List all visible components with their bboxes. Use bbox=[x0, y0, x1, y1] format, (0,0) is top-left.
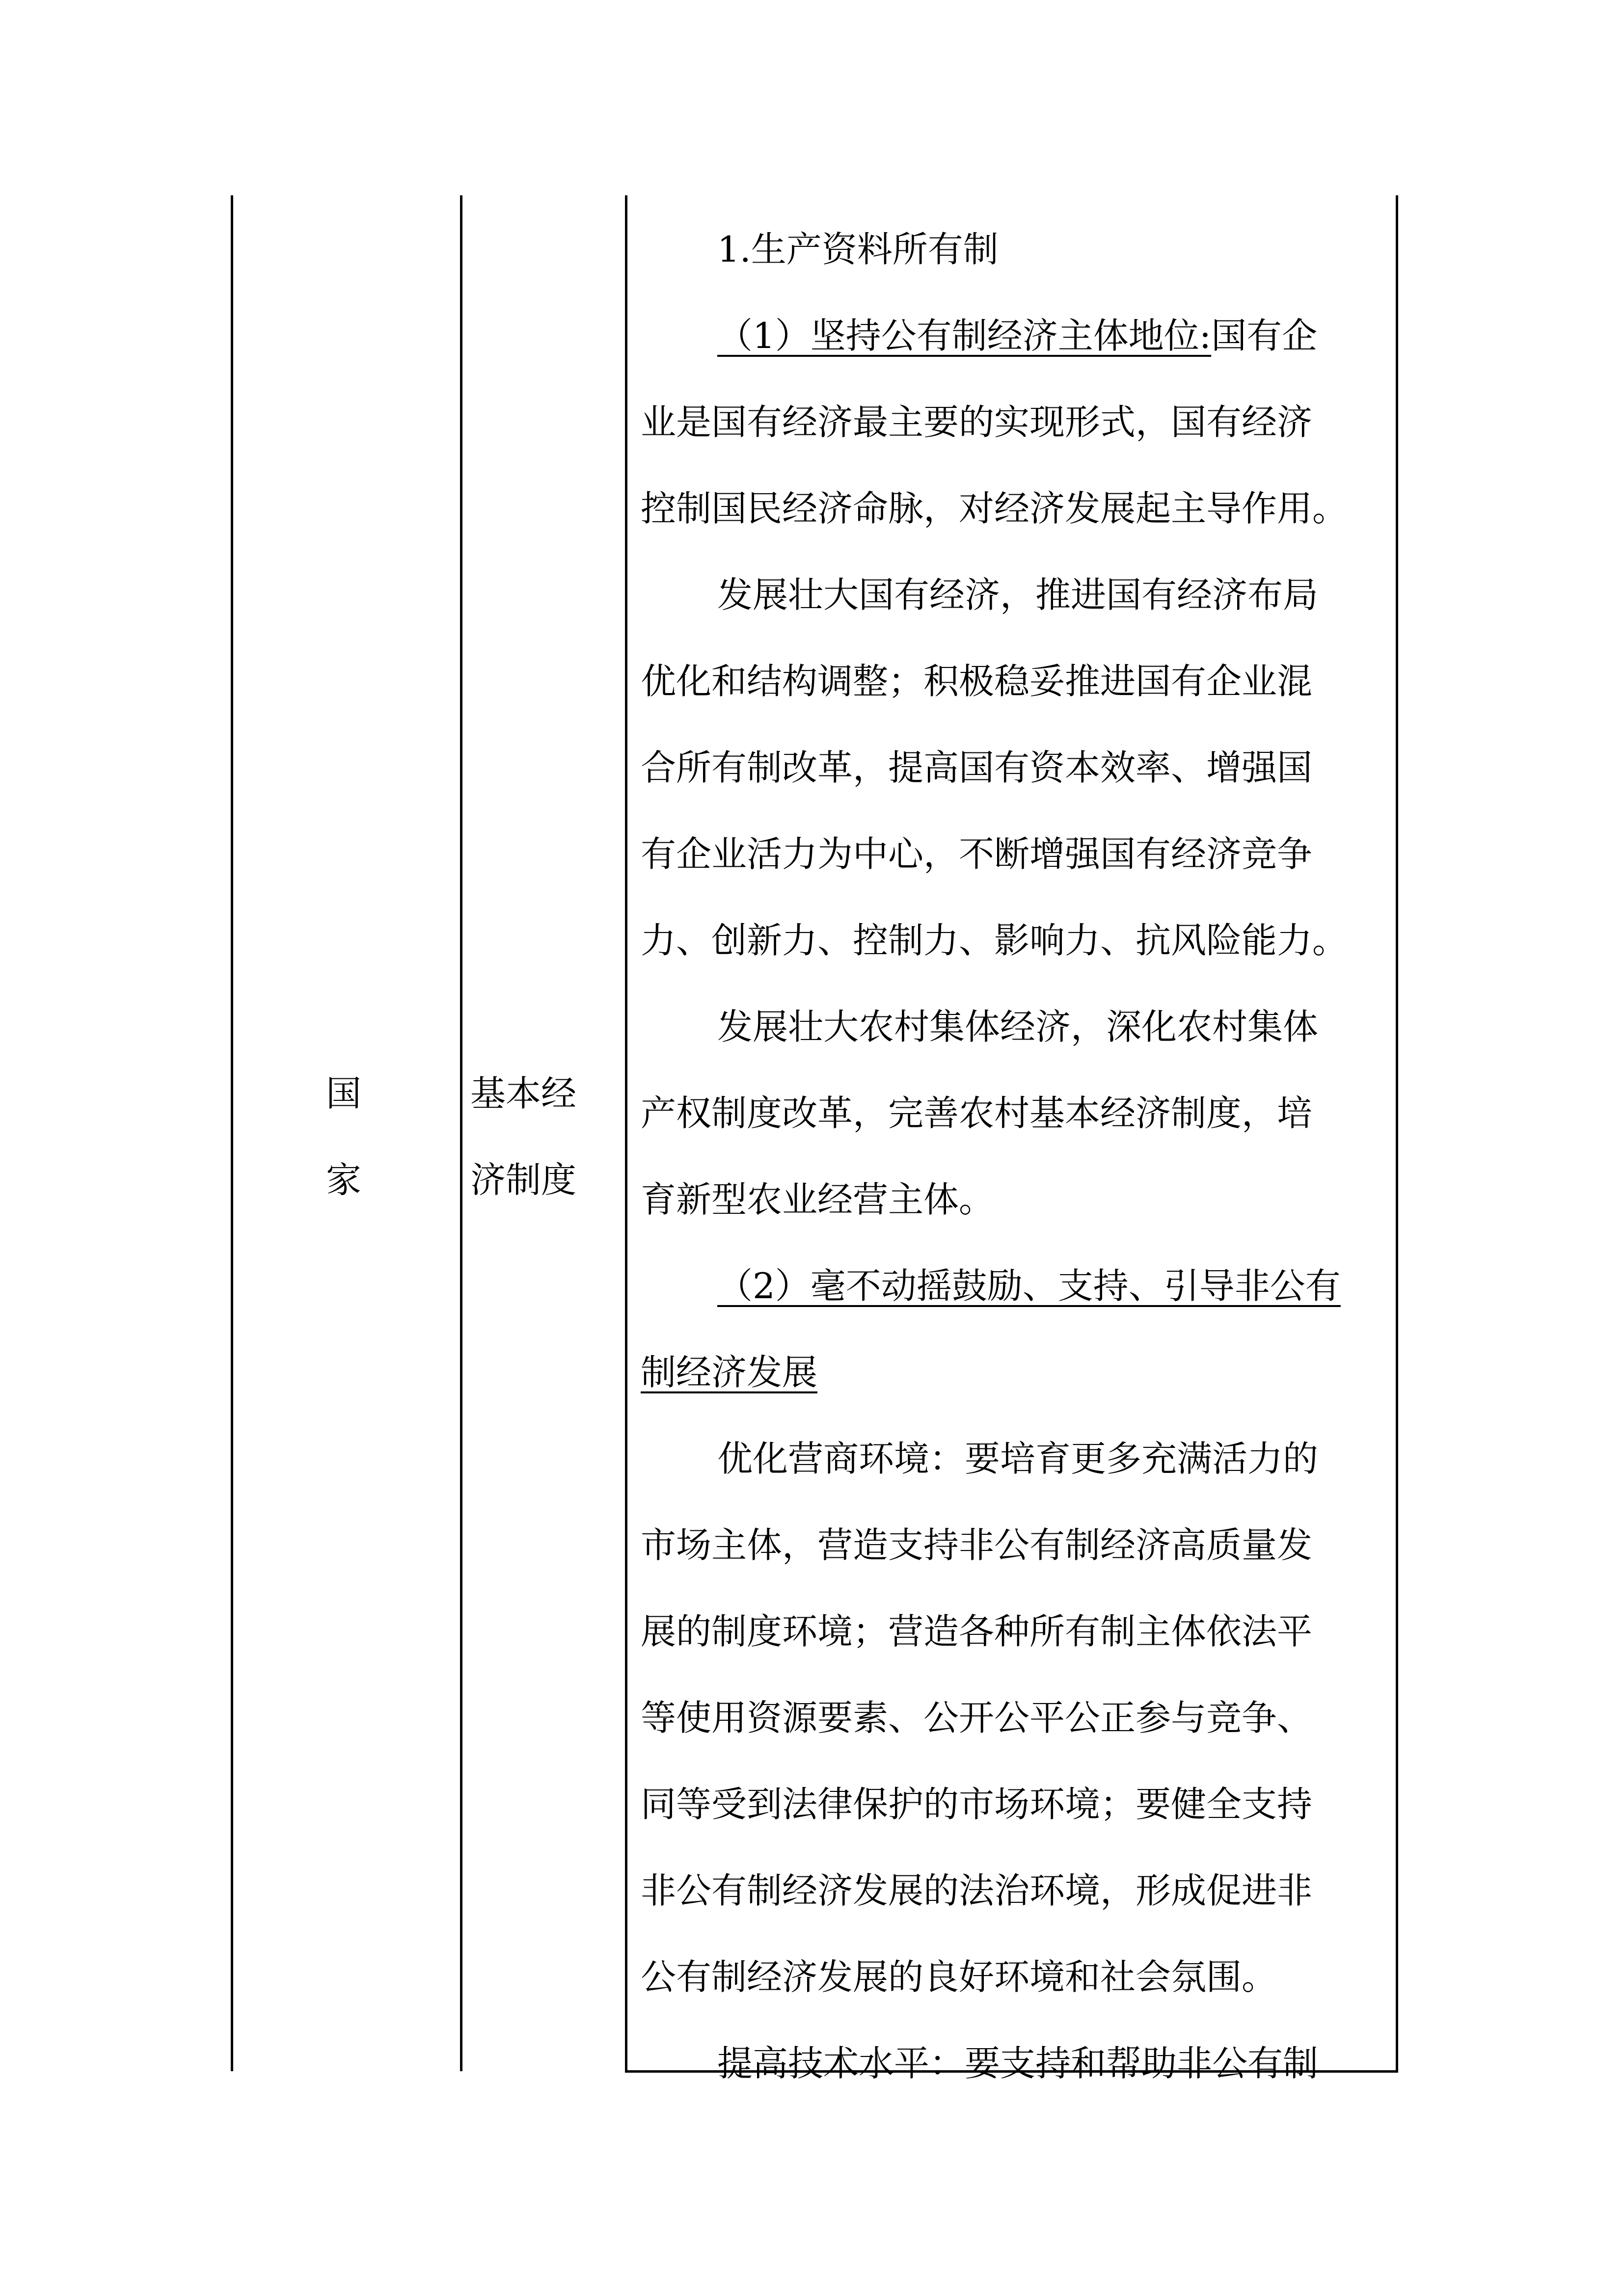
content-line bbox=[641, 206, 1387, 293]
content-text: 非公有制经济发展的法治环境，形成促进非 bbox=[641, 1870, 1313, 1911]
content-text: 发展壮大农村集体经济，深化农村集体 bbox=[717, 1006, 1319, 1047]
underlined-heading: （1）坚持公有制经济主体地位: bbox=[717, 315, 1212, 356]
content-text: 展的制度环境；营造各种所有制主体依法平 bbox=[641, 1611, 1313, 1652]
topic-cell bbox=[470, 1050, 618, 1223]
content-text: 提高技术水平：要支持和帮助非公有制 bbox=[717, 2043, 1319, 2084]
content-text: 合所有制改革，提高国有资本效率、增强国 bbox=[641, 747, 1313, 788]
content-line bbox=[641, 811, 1387, 897]
content-text: 国有企 bbox=[1211, 315, 1318, 356]
topic-line-2: 济制度 bbox=[470, 1159, 577, 1201]
content-text: 育新型农业经营主体。 bbox=[641, 1179, 995, 1220]
content-line bbox=[641, 379, 1387, 465]
content-line bbox=[641, 1415, 1387, 1502]
content-line bbox=[641, 1502, 1387, 1588]
content-text: 同等受到法律保护的市场环境；要健全支持 bbox=[641, 1784, 1313, 1825]
underlined-heading: 制经济发展 bbox=[641, 1352, 818, 1393]
content-text: 业是国有经济最主要的实现形式，国有经济 bbox=[641, 401, 1313, 443]
content-text: 力、创新力、控制力、影响力、抗风险能力。 bbox=[641, 920, 1348, 961]
content-line bbox=[641, 552, 1387, 638]
content-line bbox=[641, 1243, 1387, 1329]
content-line bbox=[641, 1761, 1387, 1847]
category-char-2: 家 bbox=[325, 1159, 361, 1201]
category-char-1: 国 bbox=[325, 1073, 361, 1114]
content-line bbox=[641, 984, 1387, 1070]
table-col1-border bbox=[460, 195, 462, 2071]
content-line bbox=[641, 897, 1387, 984]
underlined-heading: （2）毫不动摇鼓励、支持、引导非公有 bbox=[717, 1265, 1341, 1307]
content-line bbox=[641, 1588, 1387, 1675]
content-line bbox=[641, 2020, 1387, 2107]
content-line bbox=[641, 724, 1387, 811]
content-text: 优化和结构调整；积极稳妥推进国有企业混 bbox=[641, 661, 1313, 702]
content-line bbox=[641, 465, 1387, 552]
content-line bbox=[641, 1847, 1387, 1934]
content-text: 产权制度改革，完善农村基本经济制度，培 bbox=[641, 1093, 1313, 1134]
content-line bbox=[641, 1070, 1387, 1156]
category-cell bbox=[314, 1050, 373, 1223]
table-left-border bbox=[231, 195, 233, 2071]
content-line bbox=[641, 293, 1387, 379]
content-line bbox=[641, 1934, 1387, 2020]
content-line bbox=[641, 638, 1387, 724]
content-text: 公有制经济发展的良好环境和社会氛围。 bbox=[641, 1956, 1277, 1998]
topic-line-1: 基本经 bbox=[470, 1073, 577, 1114]
content-text: 发展壮大国有经济，推进国有经济布局 bbox=[717, 574, 1319, 615]
content-text: 控制国民经济命脉，对经济发展起主导作用。 bbox=[641, 488, 1348, 529]
content-cell bbox=[641, 206, 1387, 2107]
content-text: 1.生产资料所有制 bbox=[717, 229, 999, 270]
content-text: 市场主体，营造支持非公有制经济高质量发 bbox=[641, 1524, 1313, 1566]
content-line bbox=[641, 1675, 1387, 1761]
content-text: 等使用资源要素、公开公平公正参与竞争、 bbox=[641, 1697, 1313, 1738]
table-col2-border bbox=[625, 195, 627, 2071]
table-right-border bbox=[1396, 195, 1398, 2071]
content-text: 有企业活力为中心，不断增强国有经济竞争 bbox=[641, 833, 1313, 875]
content-line bbox=[641, 1156, 1387, 1243]
content-text: 优化营商环境：要培育更多充满活力的 bbox=[717, 1438, 1319, 1479]
content-line bbox=[641, 1329, 1387, 1415]
